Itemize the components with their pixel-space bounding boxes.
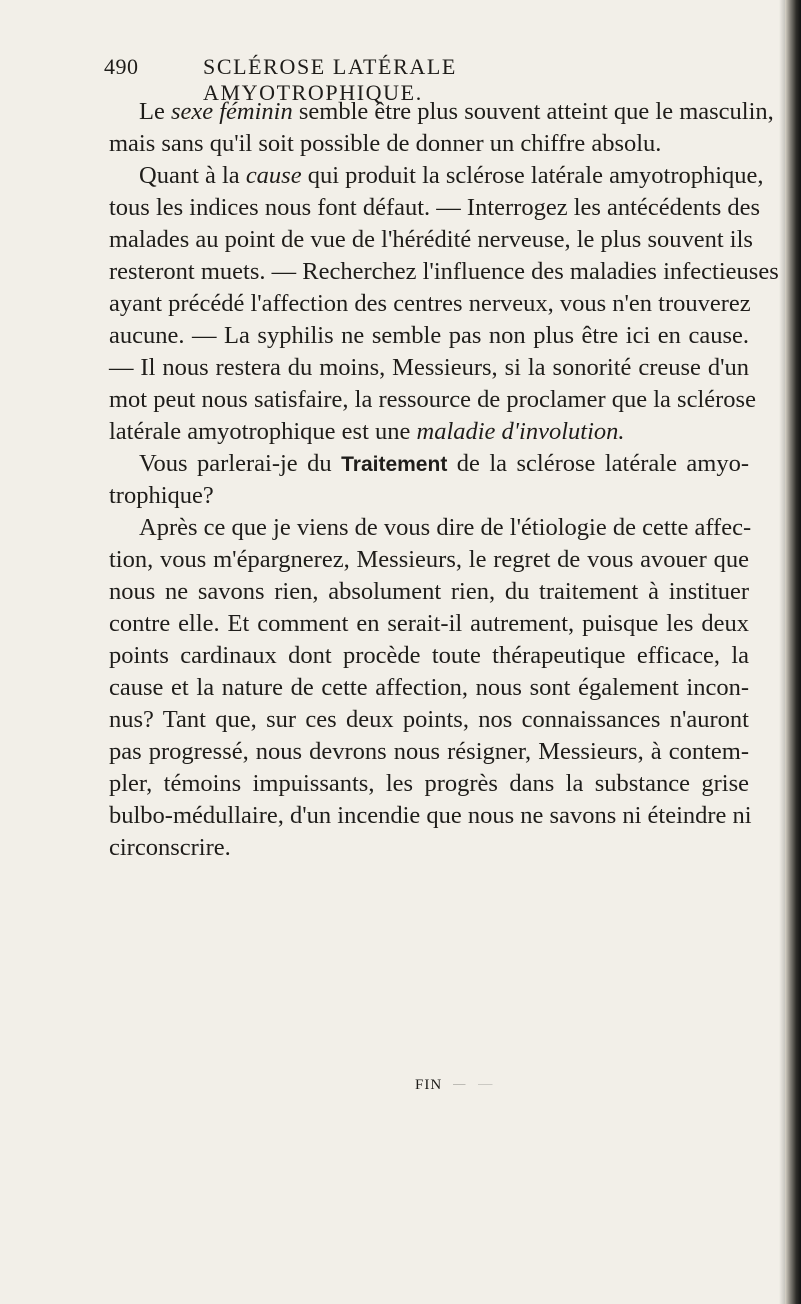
- text-segment: contre elle. Et comment en serait-il autrement, puisque les deux: [109, 610, 749, 637]
- text-line-content: [109, 834, 231, 861]
- text-segment: pas progressé, nous devrons nous résigner, Messieurs, à contem-: [109, 738, 749, 765]
- text-segment: de la sclérose latérale amyo-: [447, 450, 749, 477]
- body-text: [109, 96, 779, 864]
- text-segment: Quant à la: [139, 162, 246, 189]
- text-line: [109, 832, 749, 864]
- text-segment: — Il nous restera du moins, Messieurs, si la sonorité creuse d'un: [109, 354, 749, 381]
- italic-text: maladie d'involution.: [416, 418, 625, 445]
- text-segment: nous ne savons rien, absolument rien, du traitement à instituer: [109, 578, 749, 605]
- text-line-content: [109, 576, 749, 608]
- text-line: [109, 320, 749, 352]
- text-line-content: [109, 418, 625, 445]
- text-line-content: [109, 352, 749, 384]
- text-line: [109, 288, 749, 320]
- text-segment: cause et la nature de cette affection, nous sont également incon-: [109, 674, 749, 701]
- italic-text: sexe féminin: [170, 98, 293, 125]
- text-segment: pler, témoins impuissants, les progrès dans la substance grise: [109, 770, 749, 797]
- running-title: SCLÉROSE LATÉRALE AMYOTROPHIQUE.: [203, 54, 457, 105]
- text-line-content: [109, 608, 749, 640]
- text-line: [109, 448, 749, 480]
- page-number: 490: [104, 54, 139, 79]
- text-line: [109, 416, 749, 448]
- text-line-content: [109, 640, 749, 672]
- fin-label: FIN: [415, 1077, 443, 1093]
- text-segment: circonscrire.: [109, 834, 231, 861]
- italic-text: cause: [245, 162, 302, 189]
- text-segment: bulbo-médullaire, d'un incendie que nous ne savons ni éteindre ni: [109, 802, 752, 829]
- text-segment: points cardinaux dont procède toute thérapeutique efficace, la: [109, 642, 749, 669]
- text-segment: tous les indices nous font défaut. — Interrogez les antécédents des: [109, 194, 761, 221]
- text-segment: latérale amyotrophique est une: [109, 418, 417, 445]
- text-line: [109, 192, 761, 224]
- text-line-content: [109, 482, 214, 509]
- text-line: [109, 544, 749, 576]
- text-line: [109, 256, 779, 288]
- text-line-content: [109, 800, 752, 832]
- text-line: [109, 768, 749, 800]
- text-line: [109, 640, 749, 672]
- text-segment: malades au point de vue de l'hérédité nerveuse, le plus souvent ils: [109, 226, 753, 253]
- text-line: [109, 512, 752, 544]
- text-line-content: [109, 384, 756, 416]
- text-line: [109, 224, 753, 256]
- text-line-content: [109, 736, 749, 768]
- text-line: [109, 672, 749, 704]
- text-segment: ayant précédé l'affection des centres nerveux, vous n'en trouverez: [109, 290, 751, 317]
- text-segment: Après ce que je viens de vous dire de l'étiologie de cette affec-: [139, 514, 752, 541]
- text-line-content: [139, 448, 749, 480]
- text-segment: nus? Tant que, sur ces deux points, nos connaissances n'auront: [109, 706, 749, 733]
- text-line-content: [109, 224, 753, 256]
- text-line: [109, 384, 756, 416]
- text-line-content: [139, 160, 764, 192]
- text-line-content: [109, 544, 749, 576]
- text-segment: tion, vous m'épargnerez, Messieurs, le regret de vous avouer que: [109, 546, 749, 573]
- text-line: [109, 128, 749, 160]
- text-segment: qui produit la sclérose latérale amyotrophique,: [301, 162, 764, 189]
- text-segment: resteront muets. — Recherchez l'influence des maladies infectieuses: [109, 258, 779, 285]
- text-line: [109, 608, 749, 640]
- text-line-content: [139, 96, 774, 128]
- text-segment: semble être plus souvent atteint que le masculin,: [292, 98, 774, 125]
- fin-rule: [453, 1084, 543, 1085]
- text-line: [109, 352, 749, 384]
- text-segment: mot peut nous satisfaire, la ressource de proclamer que la sclérose: [109, 386, 756, 413]
- text-line: [109, 736, 749, 768]
- page-header: [104, 54, 664, 105]
- text-line: [109, 160, 764, 192]
- text-line-content: [109, 192, 761, 224]
- page-gutter-edge: [785, 0, 801, 1304]
- bold-text: Traitement: [341, 453, 448, 476]
- text-line-content: [109, 704, 749, 736]
- text-line-content: [139, 512, 752, 544]
- text-segment: trophique?: [109, 482, 214, 509]
- text-segment: Vous parlerai-je du: [139, 450, 342, 477]
- text-line-content: [109, 320, 749, 352]
- text-line-content: [109, 288, 749, 320]
- text-line: [109, 704, 749, 736]
- text-line-content: [109, 672, 749, 704]
- text-line: [109, 800, 752, 832]
- text-line-content: [109, 768, 749, 800]
- text-line-content: [109, 130, 661, 157]
- text-segment: Le: [139, 98, 171, 125]
- text-line: [109, 96, 774, 128]
- text-line-content: [109, 256, 779, 288]
- text-segment: aucune. — La syphilis ne semble pas non plus être ici en cause.: [109, 322, 749, 349]
- text-segment: mais sans qu'il soit possible de donner un chiffre absolu.: [109, 130, 662, 157]
- text-line: [109, 576, 749, 608]
- text-line: [109, 480, 749, 512]
